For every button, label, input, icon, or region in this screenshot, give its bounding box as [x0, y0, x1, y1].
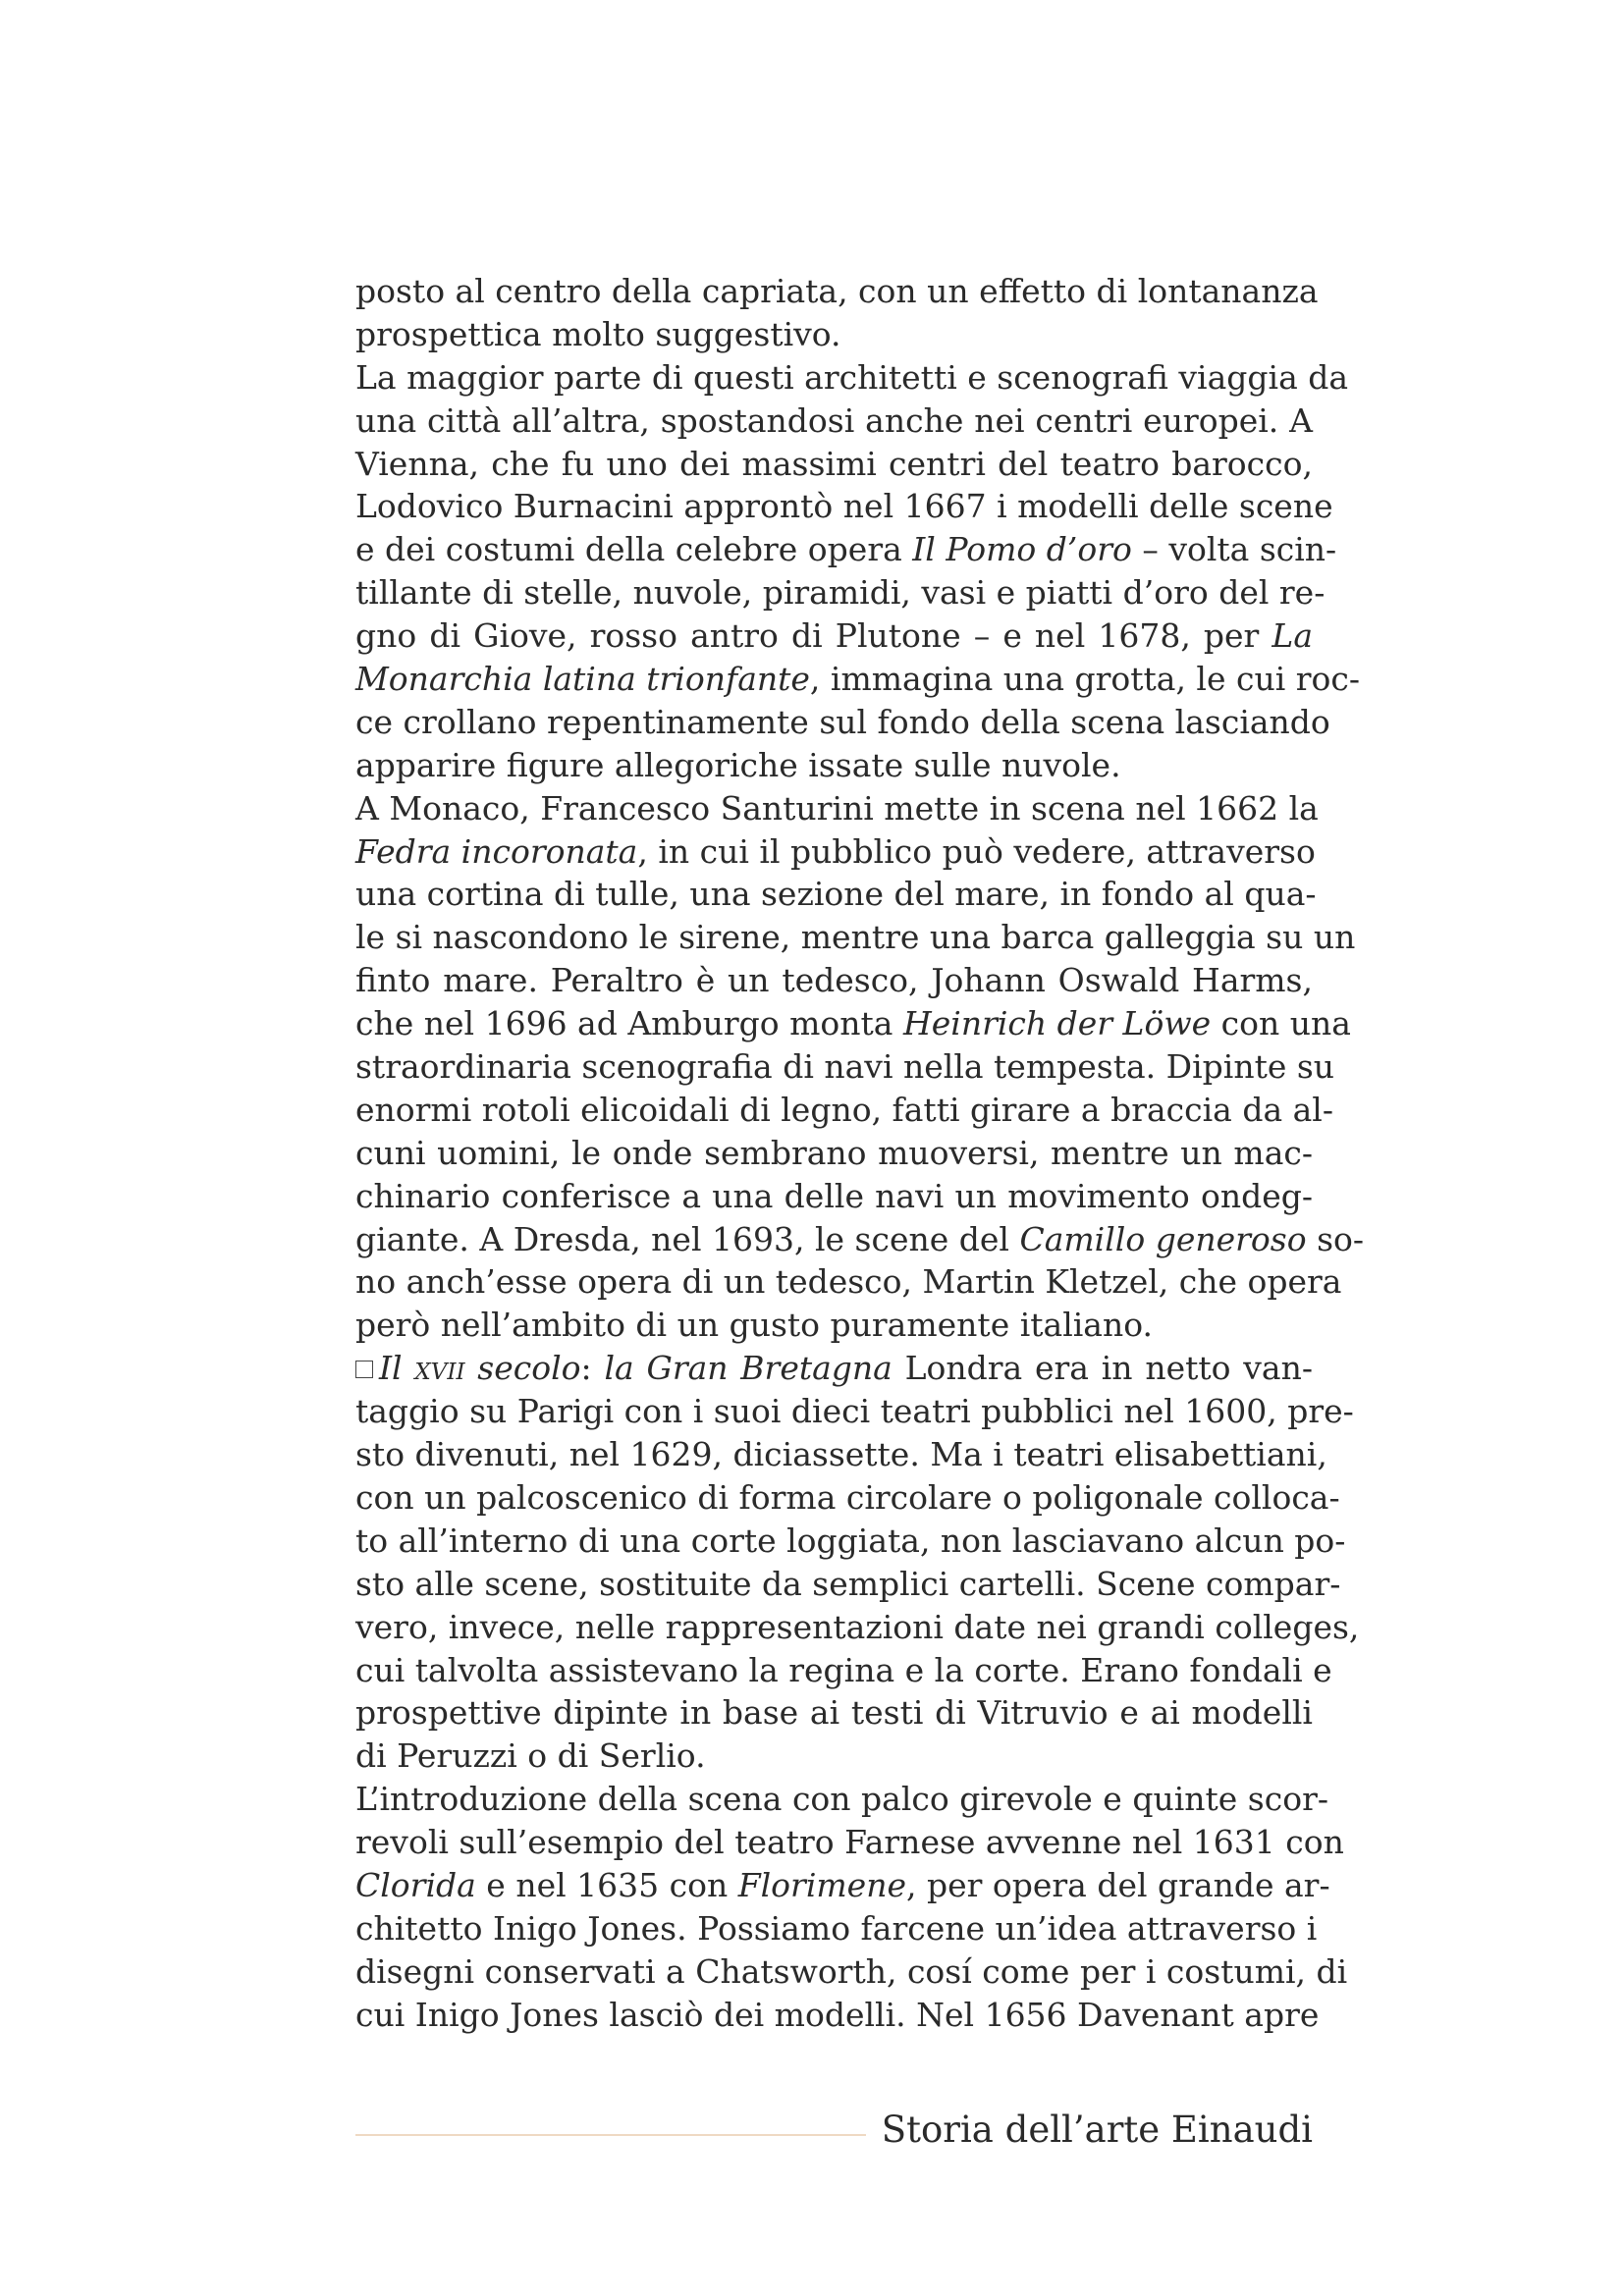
- text-line: [355, 1476, 1340, 1520]
- text-segment: cui Inigo Jones lasciò dei modelli. Nel 1656 Davenant apre: [355, 1995, 1320, 2034]
- italic-text: secolo: [464, 1349, 581, 1388]
- text-segment: posto al centro della capriata, con un effetto di lontananza: [355, 272, 1319, 310]
- text-segment: prospettive dipinte in base ai testi di Vitruvio e ai modelli: [355, 1693, 1313, 1733]
- text-segment: gno di Giove, rosso antro di Plutone – e nel 1678, per: [355, 616, 1272, 656]
- text-segment: revoli sull’esempio del teatro Farnese avvenne nel 1631 con: [355, 1823, 1344, 1862]
- text-line: [355, 1260, 1342, 1304]
- text-line: [355, 1907, 1318, 1950]
- text-line: [355, 744, 1313, 787]
- text-line: [355, 1218, 1365, 1261]
- text-line: [355, 1002, 1351, 1045]
- text-segment: apparire figure allegoriche issate sulle nuvole.: [355, 745, 1121, 784]
- text-segment: L’introduzione della scena con palco girevole e quinte scor-: [355, 1780, 1328, 1819]
- text-line: [355, 1606, 1360, 1649]
- text-line: [355, 313, 1313, 356]
- text-segment: chitetto Inigo Jones. Possiamo farcene un’idea attraverso i: [355, 1908, 1318, 1948]
- text-segment: enormi rotoli elicoidali di legno, fatti girare a braccia da al-: [355, 1090, 1334, 1129]
- text-line: [355, 356, 1349, 400]
- text-segment: no anch’esse opera di un tedesco, Martin Kletzel, che opera: [355, 1262, 1342, 1302]
- text-segment: le si nascondono le sirene, mentre una barca galleggia su un: [355, 918, 1356, 957]
- text-segment: e nel 1635 con: [475, 1865, 738, 1904]
- text-segment: con un palcoscenico di forma circolare o poligonale colloca-: [355, 1477, 1340, 1517]
- text-segment: cui talvolta assistevano la regina e la corte. Erano fondali e: [355, 1650, 1332, 1689]
- text-segment: La maggior parte di questi architetti e scenografi viaggia da: [355, 357, 1349, 397]
- text-line: [355, 1347, 1313, 1390]
- text-line: [355, 1994, 1320, 2037]
- text-segment: , per opera del grande ar-: [905, 1865, 1330, 1904]
- text-segment: con una: [1211, 1004, 1351, 1043]
- italic-text: la Gran Bretagna: [604, 1349, 893, 1388]
- text-line: [355, 873, 1317, 916]
- text-line: [355, 1950, 1348, 1994]
- footer-title: Storia dell’arte Einaudi: [881, 2109, 1313, 2151]
- text-segment: di Peruzzi o di Serlio.: [355, 1736, 706, 1776]
- italic-text: Monarchia latina trionfante: [355, 660, 810, 699]
- text-segment: so-: [1306, 1219, 1365, 1258]
- text-segment: ce crollano repentinamente sul fondo della scena lasciando: [355, 702, 1330, 741]
- text-segment: disegni conservati a Chatsworth, cosí come per i costumi, di: [355, 1951, 1348, 1991]
- text-line: [355, 1563, 1341, 1606]
- text-segment: to all’interno di una corte loggiata, non lasciavano alcun po-: [355, 1521, 1346, 1560]
- text-line: [355, 1778, 1328, 1821]
- text-line: [355, 959, 1313, 1002]
- text-line: [355, 1735, 1313, 1778]
- text-segment: vero, invece, nelle rappresentazioni date nei grandi colleges,: [355, 1607, 1360, 1646]
- text-segment: una città all’altra, spostandosi anche nei centri europei. A: [355, 400, 1313, 440]
- text-segment: prospettica molto suggestivo.: [355, 314, 841, 353]
- text-line: [355, 528, 1337, 571]
- text-line: [355, 1520, 1346, 1563]
- page-footer: [355, 2101, 1313, 2160]
- text-segment: che nel 1696 ad Amburgo monta: [355, 1004, 903, 1043]
- text-line: [355, 1304, 1313, 1347]
- text-line: [355, 1649, 1332, 1692]
- text-line: [355, 1821, 1344, 1864]
- text-segment: :: [580, 1349, 605, 1388]
- text-line: [355, 443, 1313, 486]
- text-line: [355, 614, 1313, 658]
- italic-text: Clorida: [355, 1865, 476, 1904]
- text-segment: , immagina una grotta, le cui roc-: [809, 660, 1361, 699]
- italic-text: Camillo generoso: [1019, 1219, 1307, 1258]
- footer-rule: [355, 2134, 866, 2136]
- italic-text: Heinrich der Löwe: [902, 1004, 1212, 1043]
- text-line: [355, 787, 1319, 830]
- text-line: [355, 1089, 1334, 1132]
- text-line: [355, 1175, 1313, 1218]
- text-segment: però nell’ambito di un gusto puramente italiano.: [355, 1306, 1154, 1345]
- text-line: [355, 1864, 1330, 1907]
- square-box-icon: [355, 1361, 373, 1378]
- text-line: [355, 916, 1356, 959]
- text-segment: sto divenuti, nel 1629, diciassette. Ma i teatri elisabettiani,: [355, 1435, 1327, 1474]
- text-line: [355, 1390, 1354, 1433]
- text-segment: Vienna, che fu uno dei massimi centri del teatro barocco,: [355, 444, 1313, 483]
- text-line: [355, 400, 1313, 443]
- text-segment: A Monaco, Francesco Santurini mette in scena nel 1662 la: [355, 788, 1319, 828]
- text-segment: – volta scin-: [1131, 530, 1337, 569]
- text-segment: e dei costumi della celebre opera: [355, 530, 913, 569]
- italic-text: Florimene: [737, 1865, 906, 1904]
- text-segment: giante. A Dresda, nel 1693, le scene del: [355, 1219, 1020, 1258]
- body-text: [355, 270, 1365, 2037]
- text-segment: cuni uomini, le onde sembrano muoversi, mentre un mac-: [355, 1133, 1313, 1172]
- text-segment: Lodovico Burnacini approntò nel 1667 i modelli delle scene: [355, 487, 1333, 526]
- text-line: [355, 485, 1333, 528]
- italic-text: La: [1271, 616, 1313, 656]
- text-line: [355, 571, 1325, 614]
- text-segment: chinario conferisce a una delle navi un movimento ondeg-: [355, 1176, 1313, 1215]
- italic-text: Fedra incoronata: [355, 831, 638, 871]
- italic-text: Il Pomo d’oro: [912, 530, 1132, 569]
- text-line: [355, 701, 1330, 744]
- text-segment: finto mare. Peraltro è un tedesco, Johann Oswald Harms,: [355, 961, 1313, 1000]
- text-line: [355, 270, 1319, 313]
- text-segment: straordinaria scenografia di navi nella tempesta. Dipinte su: [355, 1047, 1335, 1087]
- text-segment: una cortina di tulle, una sezione del mare, in fondo al qua-: [355, 875, 1317, 914]
- text-line: [355, 1433, 1327, 1476]
- text-segment: sto alle scene, sostituite da semplici cartelli. Scene compar-: [355, 1564, 1341, 1603]
- text-line: [355, 1691, 1313, 1735]
- text-segment: Londra era in netto van-: [892, 1349, 1313, 1388]
- text-segment: taggio su Parigi con i suoi dieci teatri pubblici nel 1600, pre-: [355, 1392, 1354, 1431]
- italic-text: xvii: [414, 1349, 465, 1388]
- text-segment: , in cui il pubblico può vedere, attraverso: [637, 831, 1316, 871]
- text-line: [355, 658, 1361, 701]
- text-line: [355, 1132, 1313, 1175]
- text-line: [355, 830, 1316, 874]
- text-segment: tillante di stelle, nuvole, piramidi, vasi e piatti d’oro del re-: [355, 573, 1325, 613]
- text-line: [355, 1045, 1335, 1089]
- italic-text: Il: [379, 1349, 415, 1388]
